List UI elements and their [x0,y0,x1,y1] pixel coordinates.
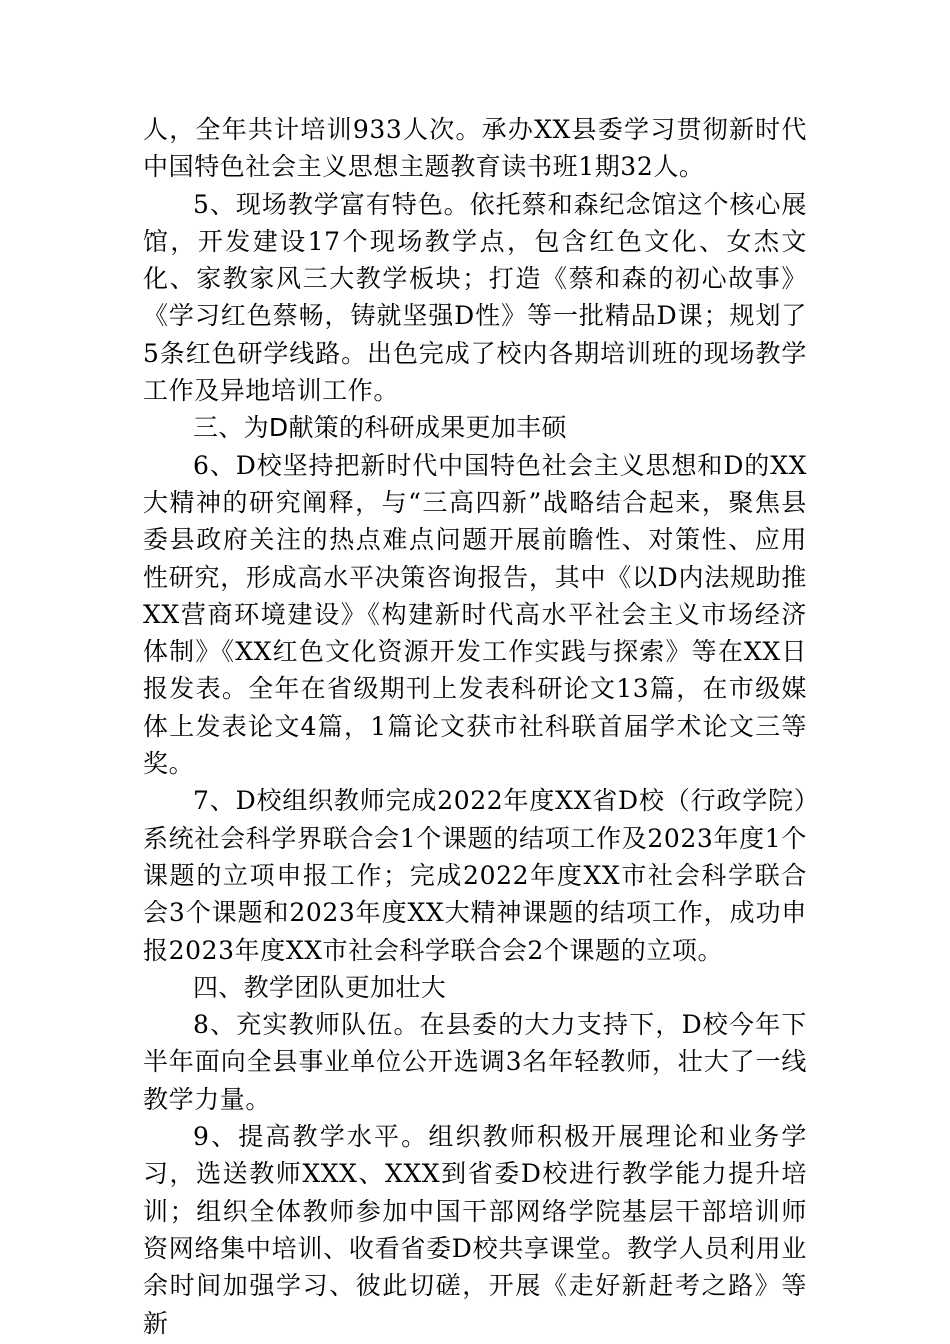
paragraph-teacher-recruitment: 8、充实教师队伍。在县委的大力支持下，D校今年下半年面向全县事业单位公开选调3名年轻教师，壮大了一线教学力量。 [143,1010,807,1114]
paragraph-research-results: 6、D校坚持把新时代中国特色社会主义思想和D的XX大精神的研究阐释，与“三高四新”战略结合起来，聚焦县委县政府关注的热点难点问题开展前瞻性、对策性、应用性研究，形成高水平决策咨询报告，其中《以D内法规助推XX营商环境建设》《构建新时代高水平社会主义市场经济体制》《XX红色文化资源开发工作实践与探索》等在XX日报发表。全年在省级期刊上发表科研论文13篇，在市级媒体上发表论文4篇，1篇论文获市社科联首届学术论文三等奖。 [143,450,807,779]
section-heading-teaching-team: 四、教学团队更加壮大 [193,972,447,1002]
paragraph-research-projects: 7、D校组织教师完成2022年度XX省D校（行政学院）系统社会科学界联合会1个课题的结项工作及2023年度1个课题的立项申报工作；完成2022年度XX市社会科学联合会3个课题和2023年度XX大精神课题的结项工作，成功申报2023年度XX市社会科学联合会2个课题的立项。 [143,786,807,965]
paragraph-training-stats: 人，全年共计培训933人次。承办XX县委学习贯彻新时代中国特色社会主义思想主题教育读书班1期32人。 [143,115,807,182]
paragraph-teaching-quality: 9、提高教学水平。组织教师积极开展理论和业务学习，选送教师XXX、XXX到省委D校进行教学能力提升培训；组织全体教师参加中国干部网络学院基层干部培训师资网络集中培训、收看省委D校共享课堂。教学人员利用业余时间加强学习、彼此切磋，开展《走好新赶考之路》等新 [143,1122,807,1338]
section-heading-research: 三、为D献策的科研成果更加丰硕 [193,413,567,443]
paragraph-field-teaching: 5、现场教学富有特色。依托蔡和森纪念馆这个核心展馆，开发建设17个现场教学点，包含红色文化、女杰文化、家教家风三大教学板块；打造《蔡和森的初心故事》《学习红色蔡畅，铸就坚强D性》等一批精品D课；规划了5条红色研学线路。出色完成了校内各期培训班的现场教学工作及异地培训工作。 [143,189,807,406]
document-page [143,111,807,1342]
